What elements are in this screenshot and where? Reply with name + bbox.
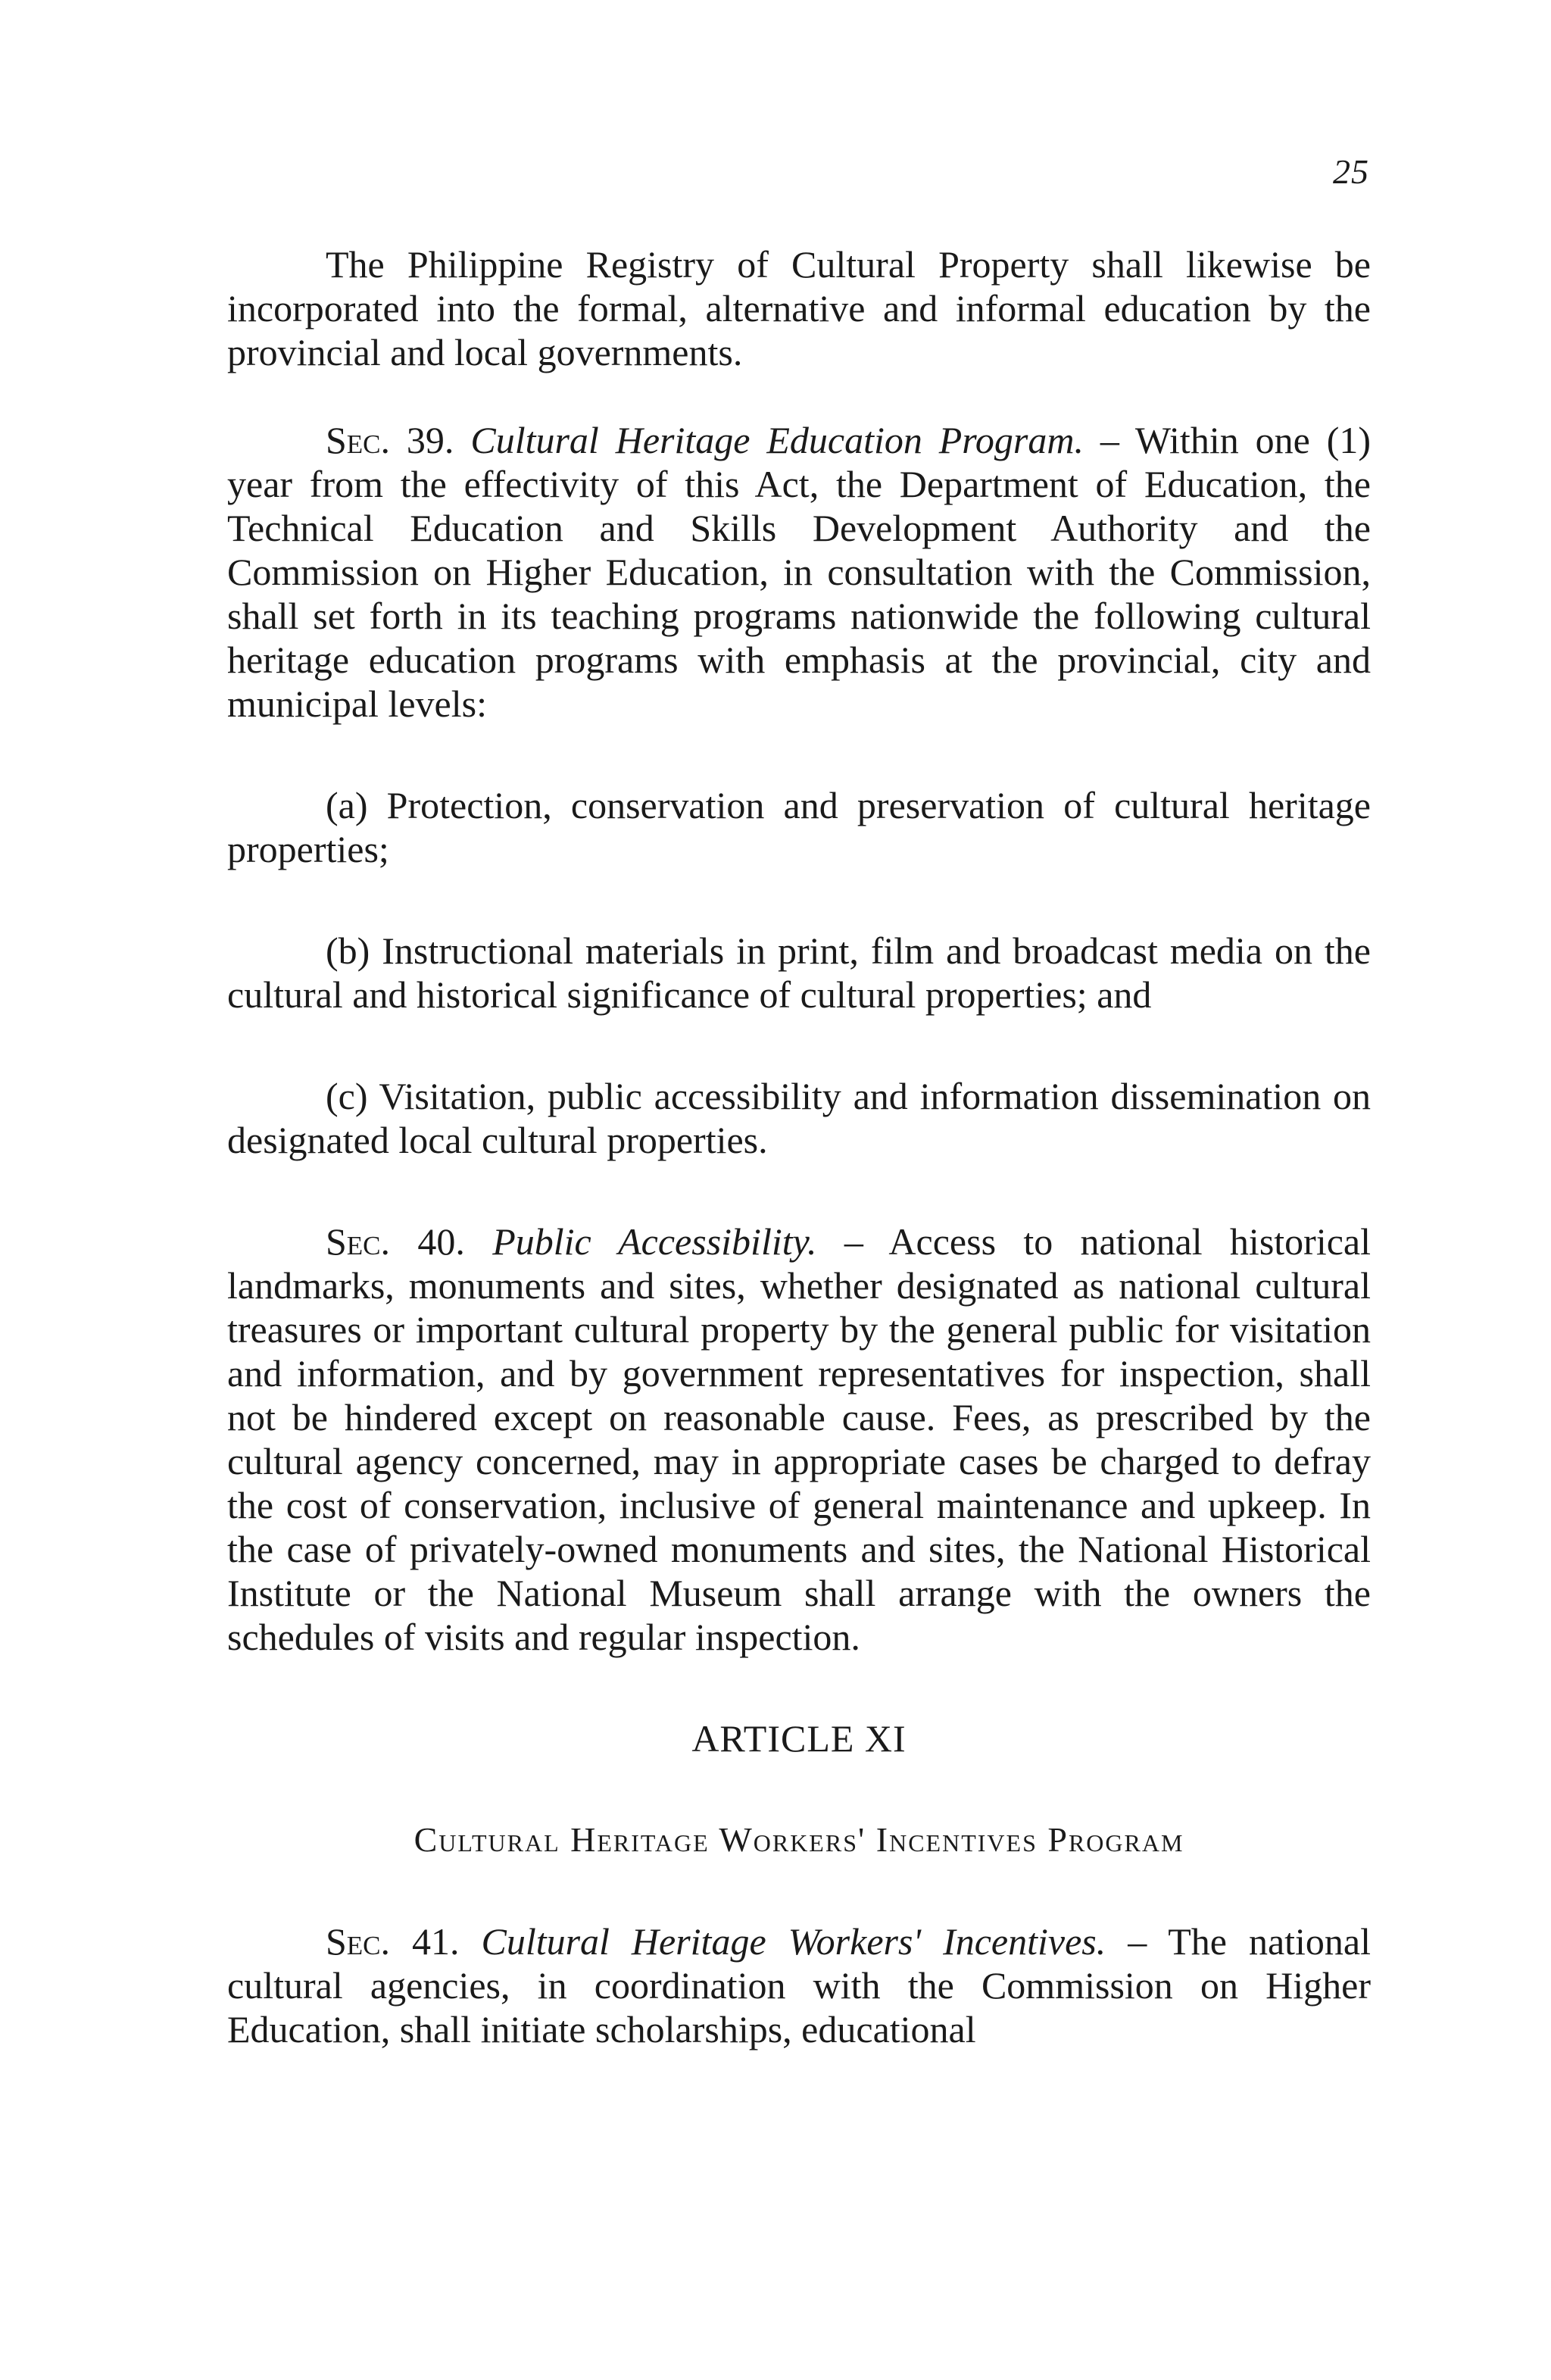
section-40-body: – Access to national historical landmarks, monuments and sites, whether designated as national cultural treasures or important cultural property by the general public for visitation and information, and by government representatives for inspection, shall not be hindered except on reasonable cause. Fees, as prescribed by the cultural agency concerned, may in appropriate cases be charged to defray the cost of conservation, inclusive of general maintenance and upkeep. In the case of privately-owned monuments and sites, the National Historical Institute or the National Museum shall arrange with the owners the schedules of visits and regular inspection. [227, 1220, 1371, 1658]
list-item-c: (c) Visitation, public accessibility and information dissemination on designated local cultural properties. [227, 1075, 1371, 1161]
section-41-title: Cultural Heritage Workers' Incentives. [481, 1920, 1106, 1963]
list-item-b: (b) Instructional materials in print, film and broadcast media on the cultural and historical significance of cultural properties; and [227, 929, 1371, 1016]
section-40-title: Public Accessibility. [492, 1220, 817, 1263]
section-40-label: Sec. 40. [326, 1220, 465, 1263]
article-heading: ARTICLE XI [691, 1717, 907, 1760]
section-41-label: Sec. 41. [326, 1920, 460, 1963]
section-39-title: Cultural Heritage Education Program. [470, 419, 1084, 461]
article-subheading: Cultural Heritage Workers' Incentives Program [413, 1820, 1184, 1859]
section-40-paragraph [227, 1220, 1371, 1659]
section-39-paragraph [227, 418, 1371, 726]
list-item-a: (a) Protection, conservation and preservation of cultural heritage properties; [227, 784, 1371, 870]
section-41-paragraph [227, 1919, 1371, 2051]
document-body [227, 242, 1371, 2051]
page-number: 25 [1333, 152, 1369, 191]
registry-paragraph: The Philippine Registry of Cultural Property shall likewise be incorporated into the formal, alternative and informal education by the provincial and local governments. [227, 243, 1371, 373]
section-39-label: Sec. 39. [326, 419, 454, 461]
section-41-body: – The national cultural agencies, in coordination with the Commission on Higher Education, shall initiate scholarships, educational [227, 1920, 1372, 2050]
section-39-body: – Within one (1) year from the effectivity of this Act, the Department of Education, the Technical Education and Skills Development Authority and the Commission on Higher Education, in consultation with the Commission, shall set forth in its teaching programs nationwide the following cultural heritage education programs with emphasis at the provincial, city and municipal levels: [227, 419, 1371, 725]
